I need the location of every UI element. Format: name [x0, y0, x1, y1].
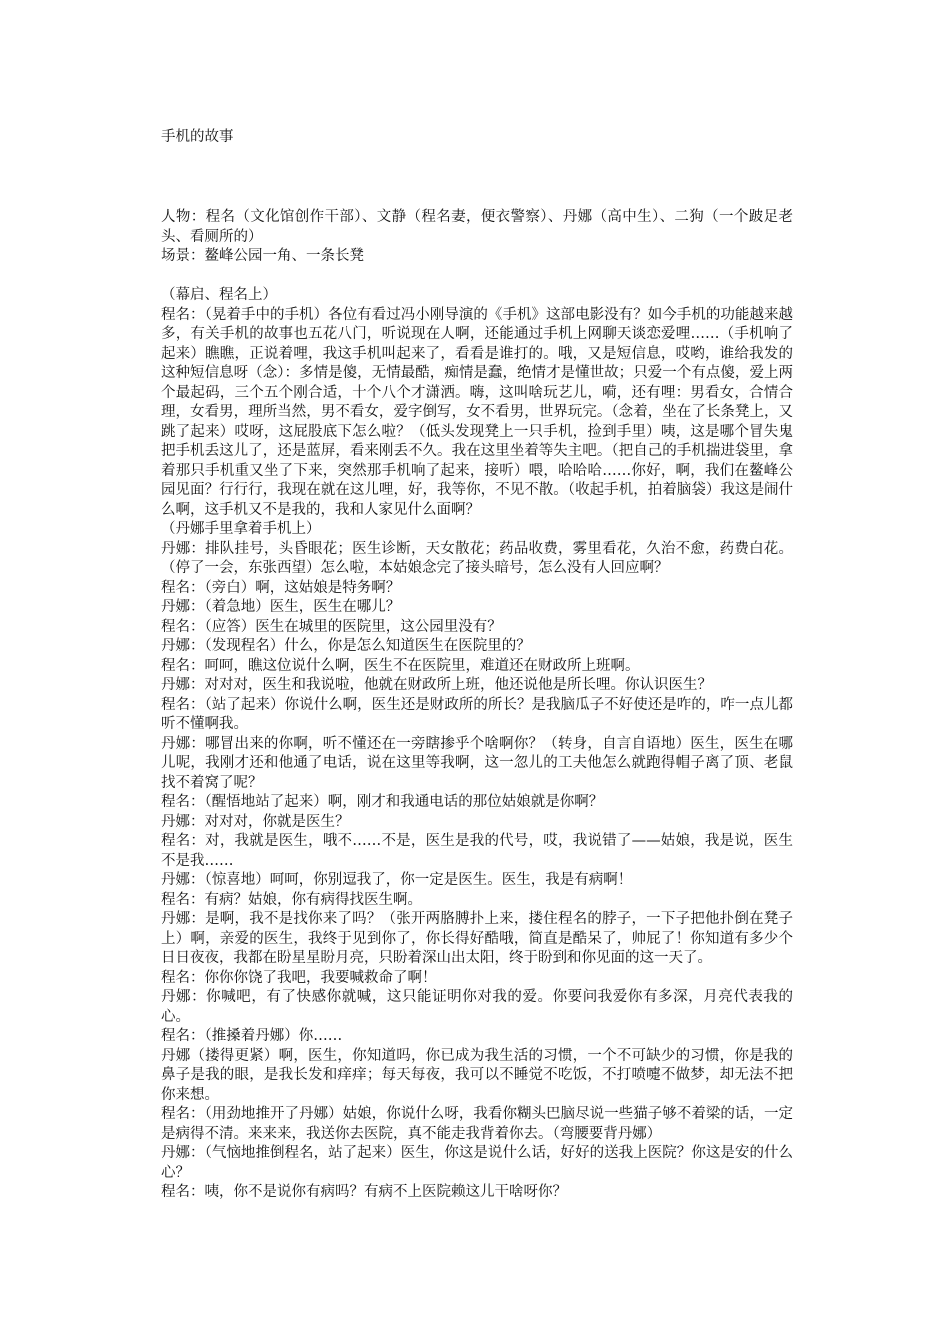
script-line: 丹娜：对对对，你就是医生？: [161, 813, 350, 830]
document-title: 手机的故事: [161, 129, 234, 145]
script-line: 程名：（醒悟地站了起来）啊，刚才和我通电话的那位姑娘就是你啊？: [161, 794, 604, 810]
script-line: 程名：有病？姑娘，你有病得找医生啊。: [161, 891, 422, 908]
script-line: 程名：（晃着手中的手机）各位有看过冯小刚导演的《手机》这部电影没有？如今手机的功能越来越多，有关手机的故事也五花八门，听说现在人啊，还能通过手机上网聊天谈恋爱哩……（手机响了起来）瞧瞧，正说着哩，我这手机叫起来了，看看是谁打的。哦，又是短信息，哎哟，谁给我发的这种短信息呀（念）：多情是傻，无情最酷，痴情是蠢，绝情才是懂世故；只爱一个有点傻，爱上两个最起码，三个五个刚合适，十个八个才潇洒。嗨，这叫啥玩艺儿，嗬，还有哩：男看女，合情合理，女看男，理所当然，男不看女，爱字倒写，女不看男，世界玩完。（念着，坐在了长条凳上，又跳了起来）哎呀，这屁股底下怎么啦？（低头发现凳上一只手机，捡到手里）咦，这是哪个冒失鬼把手机丢这儿了，还是蓝屏，看来刚丢不久。我在这里坐着等失主吧。（把自己的手机揣进袋里，拿着那只手机重又坐了下来，突然那手机响了起来，接听）喂，哈哈哈……你好，啊，我们在鳌峰公园见面？行行行，我现在就在这儿哩，好，我等你，不见不散。（收起手机，拍着脑袋）我这是闹什么啊，这手机又不是我的，我和人家见什么面啊？: [161, 306, 793, 518]
script-line: 丹娜：哪冒出来的你啊，听不懂还在一旁瞎掺乎个啥啊你？（转身，自言自语地）医生，医生在哪儿呢，我刚才还和他通了电话，说在这里等我啊，这一忽儿的工夫他怎么就跑得帽子离了顶、老鼠找不着窝了呢？: [161, 735, 793, 791]
document-page: [161, 128, 793, 1203]
script-line: 丹娜：排队挂号，头昏眼花；医生诊断，天女散花；药品收费，雾里看花，久治不愈，药费白花。（停了一会，东张西望）怎么啦，本姑娘念完了接头暗号，怎么没有人回应啊？: [161, 540, 793, 576]
script-line: （丹娜手里拿着手机上）: [161, 521, 321, 537]
characters-line: 人物：程名（文化馆创作干部）、文静（程名妻，便衣警察）、丹娜（高中生）、二狗（一个跛足老头、看厕所的）: [161, 209, 793, 245]
script-line: 程名：（站了起来）你说什么啊，医生还是财政所的所长？是我脑瓜子不好使还是咋的，咋一点儿都听不懂啊我。: [161, 696, 793, 732]
script-line: 程名：呵呵，瞧这位说什么啊，医生不在医院里，难道还在财政所上班啊。: [161, 657, 640, 674]
spacer: [161, 267, 793, 287]
script-body: [161, 286, 793, 1203]
script-line: 程名：你你你饶了我吧，我要喊救命了啊！: [161, 969, 437, 986]
script-line: 程名：（旁白）啊，这姑娘是特务啊？: [161, 579, 401, 596]
script-line: 丹娜（搂得更紧）啊，医生，你知道吗，你已成为我生活的习惯，一个不可缺少的习惯，你是我的鼻子是我的眼，是我长发和痒痒；每天每夜，我可以不睡觉不吃饭，不打喷嚏不做梦，却无法不把你来想。: [161, 1047, 793, 1103]
script-line: 丹娜：（气恼地推倒程名，站了起来）医生，你这是说什么话，好好的送我上医院？你这是安的什么心？: [161, 1145, 793, 1181]
script-line: 程名：咦，你不是说你有病吗？有病不上医院赖这儿干啥呀你？: [161, 1184, 567, 1200]
script-line: 丹娜：（发现程名）什么，你是怎么知道医生在医院里的？: [161, 638, 531, 654]
script-line: 丹娜：是啊，我不是找你来了吗？（张开两胳膊扑上来，搂住程名的脖子，一下子把他扑倒在凳子上）啊，亲爱的医生，我终于见到你了，你长得好酷哦，简直是酷呆了，帅屁了！你知道有多少个日日夜夜，我都在盼星星盼月亮，只盼着深山出太阳，终于盼到和你见面的这一天了。: [161, 911, 793, 966]
script-line: 程名：（推搡着丹娜）你……: [161, 1028, 343, 1044]
scene-line: 场景：鳌峰公园一角、一条长凳: [161, 248, 364, 264]
script-line: 丹娜：（着急地）医生，医生在哪儿？: [161, 599, 401, 615]
script-line: 丹娜：你喊吧，有了快感你就喊，这只能证明你对我的爱。你要问我爱你有多深，月亮代表我的心。: [161, 989, 793, 1025]
script-line: 丹娜：（惊喜地）呵呵，你别逗我了，你一定是医生。医生，我是有病啊！: [161, 872, 633, 888]
script-line: 程名：对，我就是医生，哦不……不是，医生是我的代号，哎，我说错了——姑娘，我是说，医生不是我……: [161, 833, 793, 869]
script-line: 程名：（用劲地推开了丹娜）姑娘，你说什么呀，我看你糊头巴脑尽说一些猫子够不着梁的话，一定是病得不清。来来来，我送你去医院，真不能走我背着你去。（弯腰要背丹娜）: [161, 1106, 793, 1142]
script-line: 程名：（应答）医生在城里的医院里，这公园里没有？: [161, 618, 502, 635]
script-line: 丹娜：对对对，医生和我说啦，他就在财政所上班，他还说他是所长哩。你认识医生？: [161, 677, 712, 693]
script-line: （幕启、程名上）: [161, 287, 277, 303]
